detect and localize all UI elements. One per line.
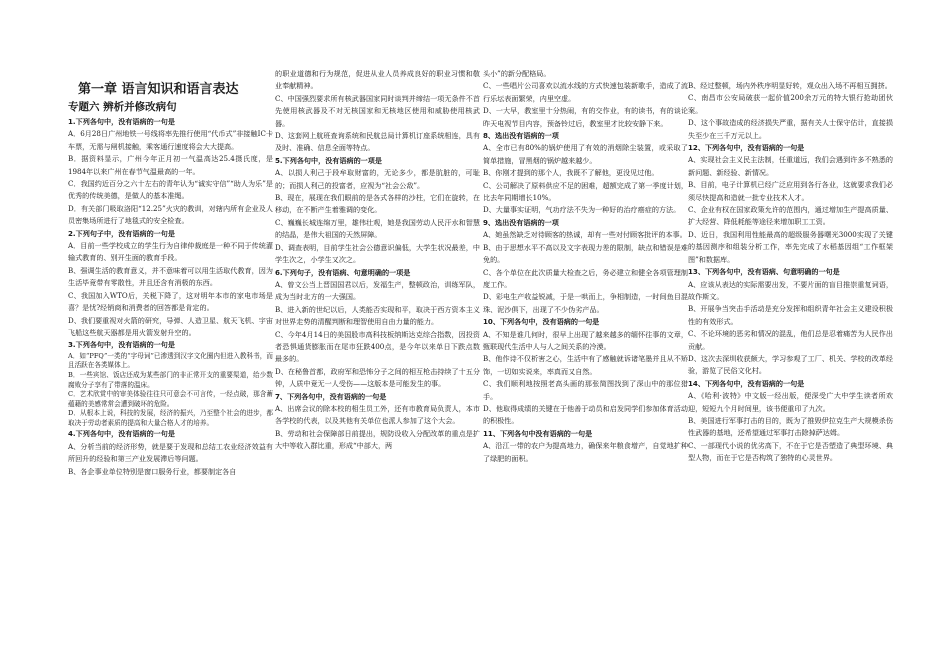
answer-option: D、调查表明，目前学生社会公德意识偏低，大学生状况最差，中学生次之，小学生又次之。	[275, 242, 480, 265]
answer-option: D、彩电生产收益锐减，于是一哄而上，争相制造，一时间鱼目混珠、泥沙俱下，出现了不少伪劣产品。	[483, 292, 688, 314]
column-body	[275, 68, 480, 453]
answer-option: A、出席会议的除本校的相生员工外，还有市教育局负责人，本市各学校的代表，以及其他有关单位也派人参加了这个大会。	[275, 403, 480, 426]
answer-option: A．如“PFQ”一类的“字母词”已渗透到汉字文化圈内但进入教科书，而且活跃在各类媒体上。	[68, 351, 273, 370]
answer-option: C、南昌市公安局破获一起价值200余万元的特大银行抢劫团伙案。	[688, 93, 893, 115]
answer-option: A、不知是谁几何时，很早上出现了越来越多的缅怀往事的文章，甄联现代生活中人与人之间关系的冷漠。	[483, 329, 688, 351]
answer-option: D、在秘鲁首都，政府军和恐怖分子之间的相互枪击持续了十五分钟，人质中竟无一人受伤——这版本是可能发生的事。	[275, 366, 480, 389]
answer-option: B、美国进行军事打击的目的，既为了推毁伊拉克生产大规模杀伤性武器的基地，还希望通过军事打击除掉萨达姆。	[688, 415, 893, 438]
answer-option: D、一大早，教室里十分热闹，有的交作业，有的读书，有的谈论昨天电视节目内容，预备铃过后，教室里才比较安静下来。	[483, 106, 688, 128]
answer-option: B、目前，电子计算机已经广泛应用到各行各业，这就要求我们必须尽快提高和造就一批专业技术人才。	[688, 180, 893, 202]
answer-option: C、各个单位在此次质量大检查之后，务必建立和健全各项管理制度工作。	[483, 267, 688, 289]
answer-option: C．艺术欣赏中的审美体验往往只可意会不可言传，一经点破，那含蓄蕴藉的美感常常会遭到破坏的危险。	[68, 390, 273, 408]
question-stem: 12、下列各句中，没有语病的一句是	[688, 143, 805, 153]
answer-option: A、曾文公当上晋国国君以后，发福生产，整顿政治，训练军队，成为当时北方的一大强国。	[275, 279, 480, 302]
answer-option: B．一些宾馆、饭店还成为某些部门的非正常开支的重要渠道，给少数腐败分子享有了带落的温床。	[68, 370, 273, 389]
column-body	[68, 116, 273, 478]
answer-option: D、我们要重视对火箭的研究，导弹、人造卫星、航天飞机、宇宙飞船这些航天器都是用火箭发射升空的。	[68, 315, 273, 337]
answer-option: C、企业有权在国家政策允许的范围内，通过增加生产提高质量、扩大经营、降低耗能等途径来增加职工工资。	[688, 205, 893, 227]
answer-option: C、我们顺利地按照老高头画的那张简图找到了深山中的那位猎手。	[483, 379, 688, 401]
answer-option: D、大量事实证明，气功疗法不失为一种好的治疗癌症的方法。	[483, 205, 681, 215]
column-1	[68, 82, 273, 478]
answer-option: C、公司解决了原料供应不足的困难，超额完成了第一季度计划，比去年同期增长10%。	[483, 180, 688, 203]
answer-option: C．我国约近百分之六十左右的青年认为“诚实守信”“助人为乐”是优秀的传统美德，是做人的基本准绳。	[68, 179, 273, 201]
answer-option: B、你刚才提到的那个人，我既不了解他，更没见过他。	[483, 168, 659, 178]
section-title: 专题六 辨析并修改病句	[68, 101, 177, 113]
answer-option: B、强调生活的教育意义，并不意味着可以用生活取代教育，因为生活毕竟带有零散性，并且还含有消极的东西。	[68, 265, 273, 288]
column-2	[275, 68, 480, 453]
answer-option: A、应该从表达的实际需要出发，不要片面的盲目推崇重复词语，故作斯文。	[688, 279, 893, 301]
answer-option: D．有关部门吸取洛阳“12.25”火灾的教训，对辖内所有企业及人员密集场所进行了地毯式的安全检查。	[68, 203, 273, 226]
question-stem: 5.下列各句中，没有语病的一项是	[275, 155, 382, 165]
question-stem: 6.下列句子，没有语病、句意明确的一项是	[275, 267, 411, 277]
answer-option: C、巍巍长城连绵万里，雄伟壮观，她是我国劳动人民汗水和智慧的结晶，是伟大祖国的天然屏障。	[275, 217, 480, 240]
answer-option: A．目前一些学校成立的学生行为自律仲裁庭是一种不同于传统灌输式教育的、别开生面的教育手段。	[68, 241, 273, 263]
question-stem: 11、下列各句中没有语病的一句是	[483, 428, 593, 438]
answer-option: A、沿江一带的农户为提高地力，确保来年粮食增产，自觉地扩种了绿肥的面积。	[483, 441, 688, 463]
answer-option: C、我国加入WTO后，关税下降了，这对明年本市的家电市场是喜？是忧?经销商和消费者的回答都是肯定的。	[68, 290, 273, 313]
answer-option: A、以损人利己于段牟取财富的，无论多少，都是肮脏的，可耻的；而损人利己的投富者，应视为“社会公敌”。	[275, 168, 480, 190]
answer-option: B、开展争当突击手活动是充分发挥和组织青年社会主义建设积极性的有效形式。	[688, 304, 893, 326]
answer-option: C、一部现代小说的优劣高下，不在于它是否塑造了典型环境、典型人物，而在于它是否构筑了独特的心灵世界。	[688, 440, 893, 463]
answer-option: D、他取得成绩的关键在于他善于动员和启发同学们参加体育活动的积极性。	[483, 403, 688, 426]
question-stem: 13、下列各句中，没有语病、句意明确的一句是	[688, 267, 840, 277]
answer-option: D、这次去深圳收获颇大，学习参观了工厂、机关、学校的改革经验，游览了民俗文化村。	[688, 353, 893, 376]
answer-option: B、进入新的世纪以后，人类能否实现和平，取决于西方资本主义对世界走势的清醒判断和理智使用自由力量的能力。	[275, 304, 480, 327]
answer-option: B、各企事业单位特别是窗口服务行业，都要制定各自	[68, 466, 237, 476]
answer-option: D、这个事故造成的经济损失严重，据有关人士保守估计，直接损失至少在三千万元以上。	[688, 118, 893, 140]
chapter-title: 第一章 语言知识和语言表达	[78, 82, 239, 97]
column-4	[688, 80, 893, 465]
answer-option: A、实现社会主义民主法制，任重道远，我们会遇到许多不熟悉的新问题、新经验、新情况。	[688, 155, 893, 177]
answer-option: A、《哈利·波特》中文版一经出版，便深受广大中学生读者所欢迎，短短九个月时间里，该书便重印了九次。	[688, 391, 893, 413]
answer-option: 头小”的新分配格局。	[483, 69, 551, 78]
answer-option: B、他作诗不仅析害之心，生活中有了感触就诉诸笔墨并且从不矫饰，一切如实说来，率真而又自然。	[483, 354, 688, 376]
answer-option: D．从根本上说，科技的发展，经济的振兴，乃至整个社会的进步，都取决于劳动者素质的提高和大量合格人才的培养。	[68, 409, 273, 427]
question-stem: 8、选出没有语病的一项	[483, 131, 559, 141]
answer-option: B．据资料显示，广州今年正月初一气温高达25.4摄氏度，是1984年以来广州在春节气温最高的一年。	[68, 154, 273, 176]
question-stem: 2.下列句子中，没有语病的一句是	[68, 228, 175, 238]
question-stem: 3.下列各句中，没有语病的一句是	[68, 340, 175, 350]
answer-option: A．6月28日广州地铁一号线将率先推行使用“代币式”非接触IC卡车票，无需与闸机接触，乘客通行速度将会大大提高。	[68, 129, 273, 151]
question-stem: 14、下列各句中，没有语病的一句是	[688, 378, 805, 388]
question-stem: 1.下列各句中，没有语病的一句是	[68, 117, 175, 126]
answer-option: D、近日，我国利用性能最高的超级服务器曙光3000实现了关键的基因测序和组装分析工作，率先完成了水稻基因组“工作框架图”和数据库。	[688, 229, 893, 264]
column-body	[483, 68, 688, 465]
answer-option: C、今年4月14日的美国股市高科技板纳斯达克综合指数，因投资者恐惧通货膨胀而在尾市狂跌400点，是今年以来单日下跌点数最多的。	[275, 329, 480, 364]
answer-option: C、不论环境的恶劣和情况的混乱，他们总是忍着痛苦为人民作出贡献。	[688, 329, 893, 351]
answer-option: C、中国强烈要求所有核武器国家同时谈判并缔结一项无条件不首先使用核武器及不对无核国家和无核地区使用和威胁使用核武器。	[275, 93, 480, 128]
column-body	[688, 80, 893, 465]
question-stem: 10、下列各句中，没有语病的一句是	[483, 317, 600, 327]
answer-option: B、现在，展现在我们眼前的是各式各样的沙柱，它们在旋转，在移动，在不断产生着雅调的变化。	[275, 193, 480, 215]
question-stem: 4.下列各句中，没有语病的一句是	[68, 429, 175, 439]
answer-option: B、经过整顿，场内外秩序明显好转，观众出入场不再相互拥挤。	[688, 81, 892, 90]
answer-option: C、一些唱片公司喜欢以流水线的方式快速包装新歌手，造成了流行乐坛表面繁荣，内里空虚。	[483, 81, 688, 103]
answer-option: B、由于思想水平不高以及文字表现力差的限制，缺点和错误是难免的。	[483, 242, 688, 265]
answer-option: 的职业道德和行为规范，促进从业人员养成良好的职业习惯和敬业奉献精神。	[275, 69, 480, 91]
column-3	[483, 68, 688, 465]
answer-option: A、分析当前的经济形势，就是要于发现和总结工农业经济效益有所回升的经验和第三产业发展滞后等问题。	[68, 441, 273, 464]
answer-option: D、这套网上航班查询系统和民航总局计算机订座系统相连，具有及时、准确、信息全面等特点。	[275, 131, 480, 153]
question-stem: 7、下列各句中，没有语病的一句是	[275, 391, 387, 401]
answer-option: A、全市已有80%的锅炉使用了有效的消烟除尘装置，或采取了简单措施，冒黑烟的锅炉越来越少。	[483, 143, 688, 165]
answer-option: B、劳动和社会保障部日前提出，规防设收入分配改革的重点是扩大中等收入群比重，形成“中部大，两	[275, 428, 480, 451]
answer-option: A、她虽然缺乏对待顾客的热诚，却有一些对付顾客批评的本事。	[483, 230, 687, 240]
question-stem: 9、选出没有语病的一项	[483, 217, 559, 227]
